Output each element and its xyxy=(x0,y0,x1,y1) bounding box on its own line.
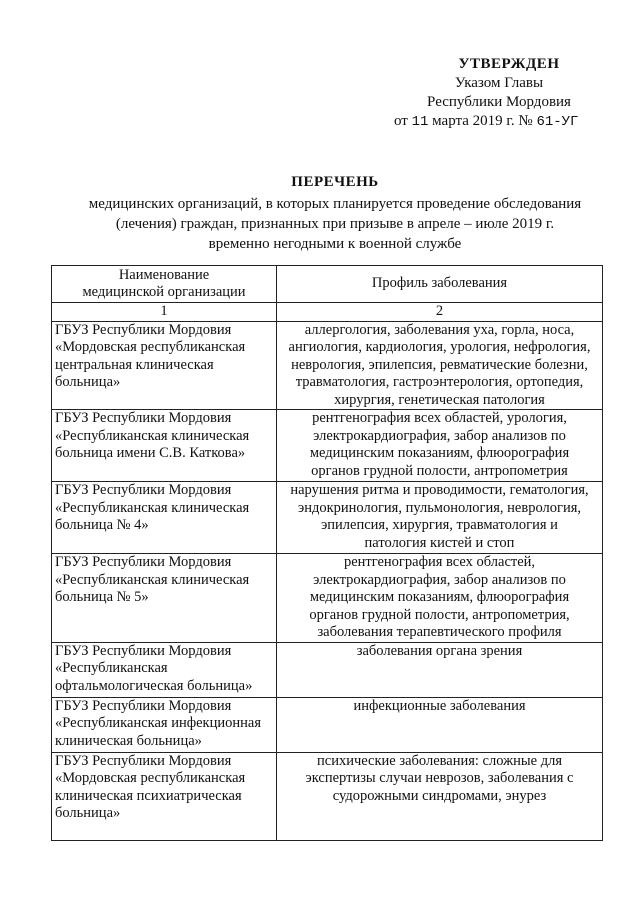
table-row xyxy=(52,697,603,752)
table-header-row xyxy=(52,266,603,303)
column-number: 2 xyxy=(277,303,603,322)
disease-profile: заболевания органа зрения xyxy=(277,642,603,697)
disease-profile: инфекционные заболевания xyxy=(277,697,603,752)
column-number: 1 xyxy=(52,303,277,322)
organization-name: ГБУЗ Республики Мордовия «Мордовская республиканская клиническая психиатрическая больница» xyxy=(52,752,277,840)
decree-number: 61-УГ xyxy=(536,114,579,130)
organizations-table xyxy=(51,265,603,841)
header-organization: Наименование медицинской организации xyxy=(52,266,277,303)
table-row xyxy=(52,482,603,554)
organization-name: ГБУЗ Республики Мордовия «Республиканская офтальмологическая больница» xyxy=(52,642,277,697)
document-heading xyxy=(70,172,600,254)
approval-line-1: Указом Главы xyxy=(454,75,544,91)
approval-title: УТВЕРЖДЕН xyxy=(458,56,560,72)
header-profile: Профиль заболевания xyxy=(277,266,603,303)
organization-name: ГБУЗ Республики Мордовия «Республиканская клиническая больница № 4» xyxy=(52,482,277,554)
date-rest: марта 2019 г. № xyxy=(432,113,533,129)
document-title: ПЕРЕЧЕНЬ xyxy=(291,174,379,190)
table-row xyxy=(52,642,603,697)
disease-profile: рентгенография всех областей, электрокардиография, забор анализов по медицинским показаниям, флюорография органов грудной полости, антропометрия, заболевания терапевтического профиля xyxy=(277,554,603,643)
organization-name: ГБУЗ Республики Мордовия «Республиканская клиническая больница имени С.В. Каткова» xyxy=(52,410,277,482)
approval-date xyxy=(384,112,614,132)
disease-profile: психические заболевания: сложные для экспертизы случаи неврозов, заболевания с судорожными синдромами, энурез xyxy=(277,752,603,840)
table-row xyxy=(52,410,603,482)
organization-name: ГБУЗ Республики Мордовия «Республиканская клиническая больница № 5» xyxy=(52,554,277,643)
table-row xyxy=(52,752,603,840)
disease-profile: рентгенография всех областей, урология, электрокардиография, забор анализов по медицинским показаниям, флюорография органов грудной полости, антропометрия xyxy=(277,410,603,482)
column-number-row xyxy=(52,303,603,322)
table-row xyxy=(52,554,603,643)
disease-profile: аллергология, заболевания уха, горла, носа, ангиология, кардиология, урология, нефрология, неврология, эпилепсия, ревматические болезни, травматология, гастроэнтерология, ортопедия, хирургия, генетическая патология xyxy=(277,321,603,410)
table-row xyxy=(52,321,603,410)
date-prefix: от xyxy=(394,113,408,129)
date-day: 11 xyxy=(411,114,429,130)
approval-line-2: Республики Мордовия xyxy=(427,94,571,110)
approval-block xyxy=(384,55,614,132)
organization-name: ГБУЗ Республики Мордовия «Республиканская инфекционная клиническая больница» xyxy=(52,697,277,752)
organization-name: ГБУЗ Республики Мордовия «Мордовская республиканская центральная клиническая больница» xyxy=(52,321,277,410)
document-subtitle: медицинских организаций, в которых планируется проведение обследования (лечения) граждан, признанных при призыве в апреле – июле 2019 г. временно негодными к военной службе xyxy=(88,196,582,252)
disease-profile: нарушения ритма и проводимости, гематология, эндокринология, пульмонология, неврология, эпилепсия, хирургия, травматология и патология кистей и стоп xyxy=(277,482,603,554)
